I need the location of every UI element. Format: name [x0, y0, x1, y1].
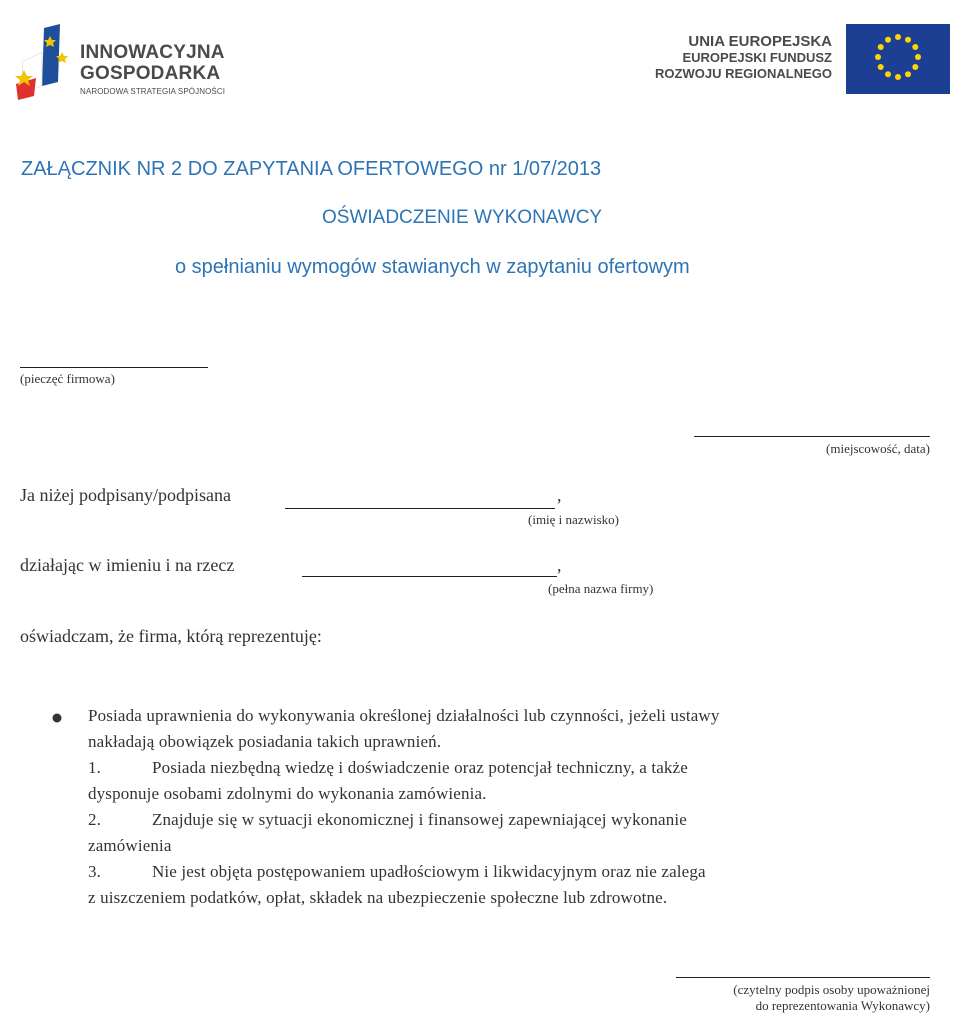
place-date-label: (miejscowość, data) [826, 441, 930, 456]
signature-label-line2: do reprezentowania Wykonawcy) [755, 998, 930, 1013]
eu-logo-line1: UNIA EUROPEJSKA [688, 33, 832, 50]
name-line[interactable] [285, 508, 555, 509]
item1-line1: Posiada niezbędną wiedzę i doświadczenie oraz potencjał techniczny, a także [152, 758, 688, 777]
stamp-line[interactable] [20, 367, 208, 368]
logo-text-line3: NARODOWA STRATEGIA SPÓJNOŚCI [80, 87, 226, 96]
logo-text-line2: GOSPODARKA [80, 63, 221, 84]
document-subtitle: OŚWIADCZENIE WYKONAWCY [322, 207, 603, 228]
bullet-icon [51, 712, 63, 724]
document-subtitle-requirements: o spełnianiu wymogów stawianych w zapytaniu ofertowym [175, 256, 690, 278]
acting-prefix: działając w imieniu i na rzecz [20, 555, 235, 575]
item0-line1: Posiada uprawnienia do wykonywania określonej działalności lub czynności, jeżeli ustawy [88, 706, 720, 725]
firm-line[interactable] [302, 576, 557, 577]
firm-comma: , [557, 555, 562, 575]
signature-label [733, 982, 930, 1014]
firm-label: (pełna nazwa firmy) [548, 581, 654, 596]
signature-line[interactable] [676, 977, 930, 978]
declaration-text: oświadczam, że firma, którą reprezentuję: [20, 626, 322, 646]
item3-line1: Nie jest objęta postępowaniem upadłościowym i likwidacyjnym oraz nie zalega [152, 862, 706, 881]
item2-line2: zamówienia [88, 836, 172, 855]
signature-label-line1: (czytelny podpis osoby upoważnionej [733, 982, 930, 997]
eu-fund-logo [655, 24, 950, 96]
innowacyjna-gospodarka-emblem-icon [14, 22, 76, 102]
eu-flag-icon [846, 24, 950, 94]
document-title: ZAŁĄCZNIK NR 2 DO ZAPYTANIA OFERTOWEGO nr 1/07/2013 [21, 158, 602, 180]
item0-line2: nakładają obowiązek posiadania takich uprawnień. [88, 732, 442, 751]
eu-logo-text [655, 33, 832, 82]
item1-number: 1. [88, 758, 102, 777]
item1-line2: dysponuje osobami zdolnymi do wykonania zamówienia. [88, 784, 487, 803]
innowacyjna-gospodarka-logo [14, 22, 254, 104]
item2-number: 2. [88, 810, 102, 829]
item3-number: 3. [88, 862, 102, 881]
place-date-line[interactable] [694, 436, 930, 437]
stamp-label: (pieczęć firmowa) [20, 371, 115, 386]
eu-logo-line2: EUROPEJSKI FUNDUSZ [682, 50, 832, 65]
item2-line1: Znajduje się w sytuacji ekonomicznej i finansowej zapewniającej wykonanie [152, 810, 687, 829]
eu-logo-line3: ROZWOJU REGIONALNEGO [655, 66, 832, 81]
item3-line2: z uiszczeniem podatków, opłat, składek na ubezpieczenie społeczne lub zdrowotne. [88, 888, 668, 907]
signer-prefix: Ja niżej podpisany/podpisana [20, 485, 231, 505]
name-label: (imię i nazwisko) [528, 512, 619, 527]
logo-text-line1: INNOWACYJNA [80, 42, 225, 63]
name-comma: , [557, 485, 562, 505]
